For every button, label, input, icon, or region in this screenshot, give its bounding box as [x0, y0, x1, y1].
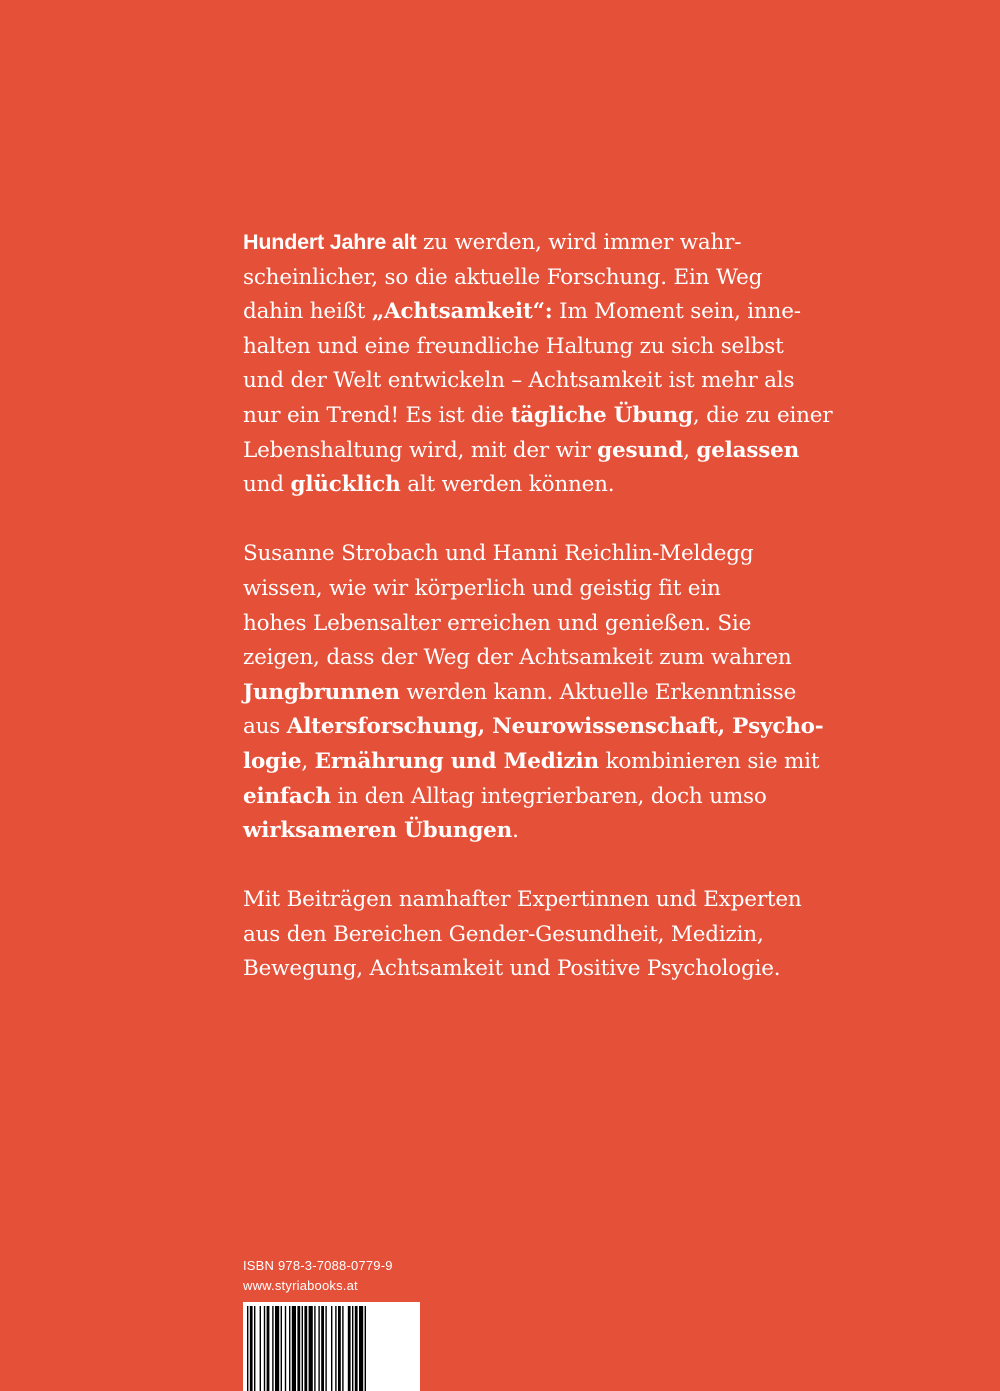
body-text: hohes Lebensalter erreichen und genießen. Sie	[243, 610, 752, 636]
barcode-bar	[338, 1306, 341, 1391]
blurb-line	[243, 710, 823, 745]
blurb-line	[243, 883, 823, 918]
blurb-line	[243, 537, 823, 572]
blurb-line	[243, 607, 823, 642]
body-text: ,	[683, 437, 697, 463]
barcode-bar	[352, 1306, 353, 1391]
barcode-bar	[260, 1306, 261, 1391]
barcode-bar	[285, 1306, 286, 1391]
body-text: ,	[301, 748, 315, 774]
body-text: wissen, wie wir körperlich und geistig fit ein	[243, 575, 721, 601]
emphasis-text: gesund	[597, 437, 684, 463]
barcode-bar	[325, 1306, 326, 1391]
emphasis-text: Hundert Jahre alt	[243, 230, 417, 254]
emphasis-text: „Achtsamkeit“:	[371, 299, 553, 325]
body-text: kombinieren sie mit	[598, 748, 820, 774]
emphasis-text: Jungbrunnen	[243, 679, 400, 705]
barcode-bar	[289, 1306, 290, 1391]
blurb-line	[243, 364, 823, 399]
barcode-bar	[302, 1306, 303, 1391]
body-text: und der Welt entwickeln – Achtsamkeit ist mehr als	[243, 368, 795, 394]
body-text: Im Moment sein, inne-	[552, 299, 801, 325]
barcode-bar	[365, 1306, 366, 1391]
body-text: aus	[243, 714, 287, 740]
blurb-line	[243, 468, 823, 503]
blurb-paragraph-3	[243, 883, 823, 987]
barcode-bar	[297, 1306, 300, 1391]
body-text: halten und eine freundliche Haltung zu sich selbst	[243, 333, 784, 359]
blurb-paragraph-2	[243, 537, 823, 848]
body-text: zu werden, wird immer wahr-	[416, 230, 742, 255]
body-text: nur ein Trend! Es ist die	[243, 402, 511, 428]
blurb-line	[243, 780, 823, 815]
body-text: alt werden können.	[400, 472, 615, 498]
barcode-bar	[348, 1306, 351, 1391]
barcode-graphic	[243, 1302, 420, 1391]
emphasis-text: einfach	[243, 783, 331, 809]
barcode-bar	[267, 1306, 270, 1391]
blurb-line	[243, 952, 823, 987]
blurb-line	[243, 399, 833, 434]
publisher-website: www.styriabooks.at	[243, 1278, 358, 1293]
body-text: Susanne Strobach und Hanni Reichlin-Meldegg	[243, 541, 754, 567]
barcode-bar	[314, 1306, 315, 1391]
barcode-bar	[272, 1306, 273, 1391]
barcode-bar	[292, 1306, 296, 1391]
barcode-bar	[250, 1306, 253, 1391]
barcode-bar	[331, 1306, 332, 1391]
emphasis-text: gelassen	[696, 437, 800, 463]
publisher-info	[243, 1256, 483, 1296]
body-text: Bewegung, Achtsamkeit und Positive Psychologie.	[243, 956, 781, 982]
emphasis-text: tägliche Übung	[510, 402, 693, 428]
body-text: zeigen, dass der Weg der Achtsamkeit zum wahren	[243, 645, 792, 671]
barcode-bar	[359, 1306, 363, 1391]
barcode-bar	[309, 1306, 313, 1391]
body-text: in den Alltag integrierbaren, doch umso	[330, 783, 767, 809]
body-text: Mit Beiträgen namhafter Expertinnen und Experten	[243, 887, 802, 913]
barcode-bar	[304, 1306, 307, 1391]
blurb-text	[243, 225, 833, 987]
barcode-bar	[342, 1306, 343, 1391]
blurb-line	[243, 918, 823, 953]
body-text: werden kann. Aktuelle Erkenntnisse	[399, 679, 797, 705]
emphasis-text: wirksameren Übungen	[243, 818, 513, 844]
blurb-paragraph-1	[243, 225, 833, 503]
blurb-line	[243, 434, 823, 469]
blurb-line	[243, 330, 823, 365]
body-text: scheinlicher, so die aktuelle Forschung. Ein Weg	[243, 264, 763, 290]
blurb-line	[243, 814, 823, 849]
blurb-line	[243, 261, 823, 296]
body-text: .	[512, 818, 519, 844]
barcode-bar	[321, 1306, 324, 1391]
barcode	[243, 1302, 420, 1391]
blurb-line	[243, 745, 823, 780]
barcode-bar	[264, 1306, 265, 1391]
barcode-bar	[355, 1306, 358, 1391]
isbn-number: ISBN 978-3-7088-0779-9	[243, 1258, 393, 1273]
emphasis-text: glücklich	[290, 472, 401, 498]
barcode-bar	[318, 1306, 319, 1391]
body-text: und	[243, 472, 291, 498]
blurb-line	[243, 676, 823, 711]
blurb-line	[243, 641, 823, 676]
barcode-bar	[254, 1306, 255, 1391]
barcode-bar	[281, 1306, 282, 1391]
blurb-line	[243, 225, 823, 261]
emphasis-text: Altersforschung, Neurowissenschaft, Psycho-	[286, 714, 824, 740]
barcode-bar	[335, 1306, 336, 1391]
body-text: Lebenshaltung wird, mit der wir	[243, 437, 598, 463]
blurb-line	[243, 572, 823, 607]
barcode-bar	[275, 1306, 279, 1391]
emphasis-text: logie	[243, 748, 302, 774]
blurb-line	[243, 295, 823, 330]
body-text: aus den Bereichen Gender-Gesundheit, Medizin,	[243, 921, 764, 947]
body-text: , die zu einer	[692, 402, 833, 428]
barcode-bar	[247, 1306, 248, 1391]
body-text: dahin heißt	[243, 299, 372, 325]
emphasis-text: Ernährung und Medizin	[314, 748, 599, 774]
